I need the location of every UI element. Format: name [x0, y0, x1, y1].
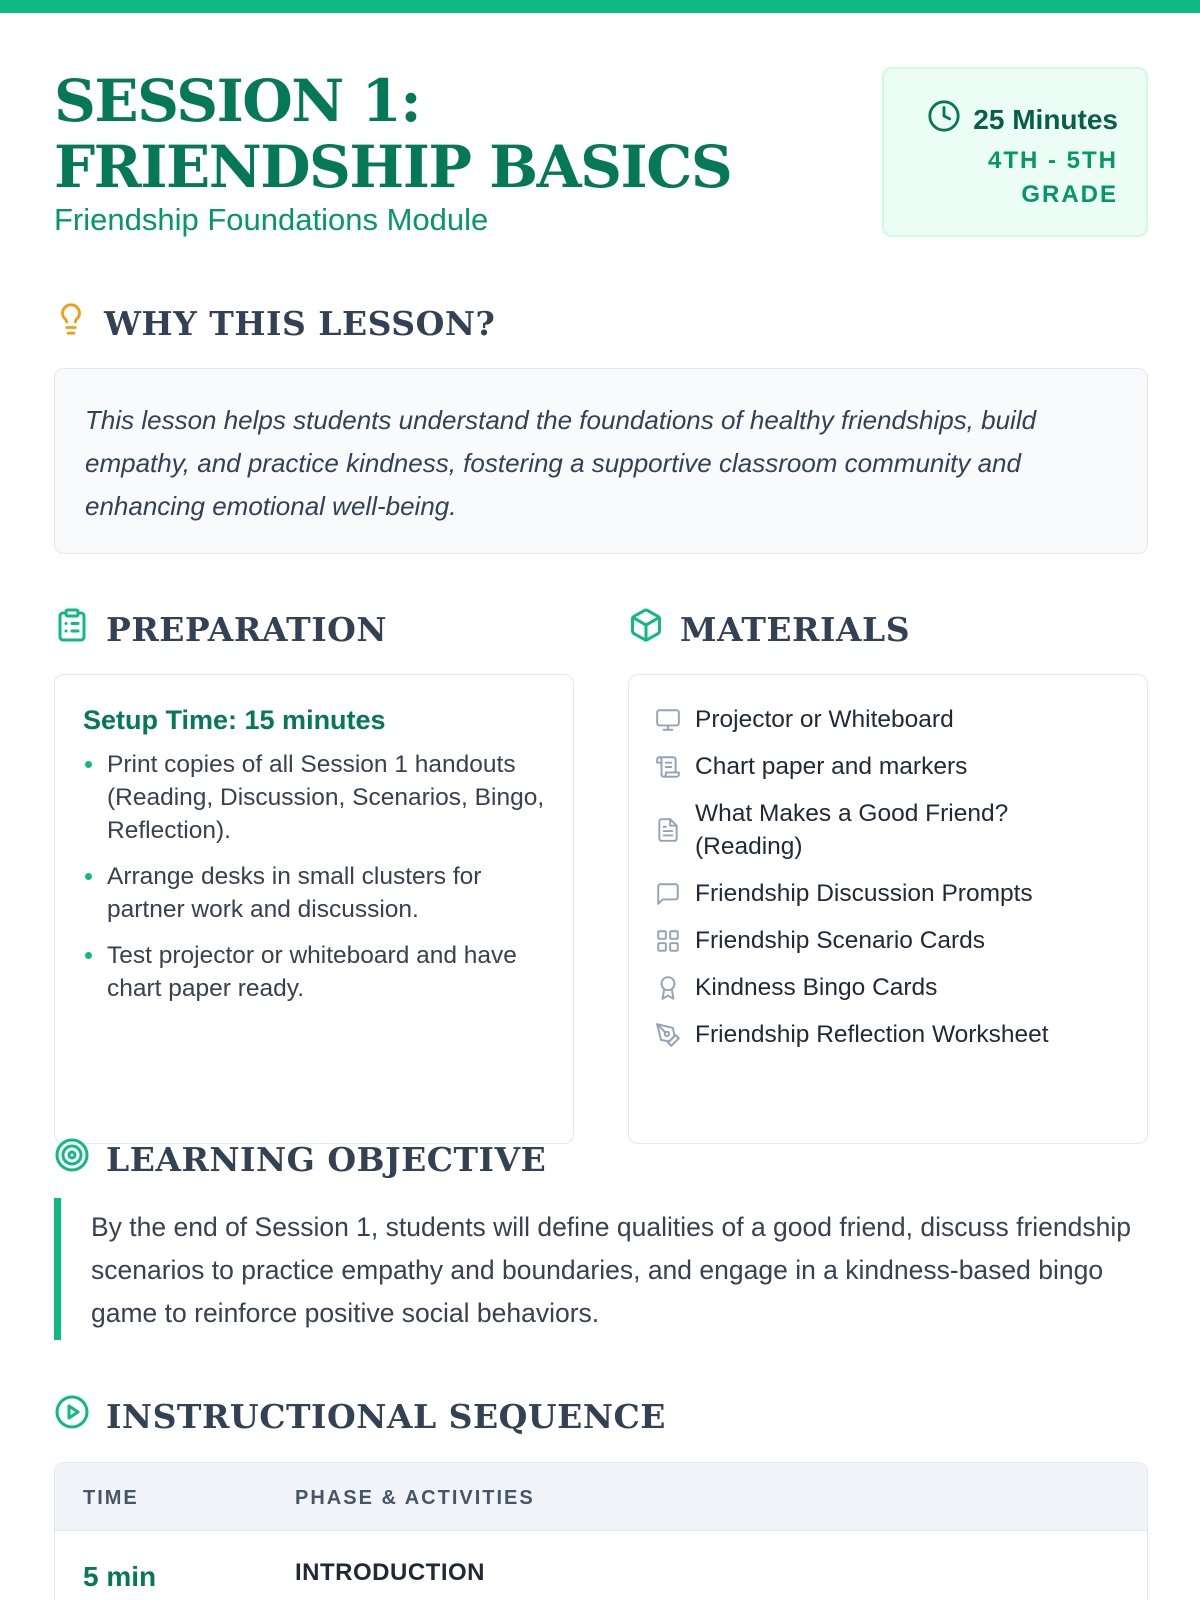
table-header	[55, 1463, 1147, 1531]
why-text: This lesson helps students understand the foundations of healthy friendships, build empathy, and practice kindness, fostering a supportive classroom community and enhancing emotional well-being.	[54, 368, 1148, 554]
award-icon	[655, 975, 681, 1001]
list-item	[655, 750, 1121, 783]
material-label: Kindness Bingo Cards	[695, 974, 938, 1001]
grid-icon	[655, 928, 681, 954]
list-item	[655, 971, 1121, 1004]
row-time: 5 min	[83, 1561, 157, 1592]
objective-heading-text: LEARNING OBJECTIVE	[106, 1139, 547, 1179]
preparation-card	[54, 674, 574, 1144]
duration-row	[927, 99, 1118, 140]
preparation-heading-text: PREPARATION	[106, 609, 388, 649]
lightbulb-icon	[54, 300, 88, 346]
column-header-time: TIME	[83, 1487, 139, 1509]
scroll-icon	[655, 754, 681, 780]
pen-tool-icon	[655, 1022, 681, 1048]
materials-heading	[628, 606, 910, 652]
page-title: SESSION 1: FRIENDSHIP BASICS	[54, 67, 732, 201]
material-label: Friendship Discussion Prompts	[695, 880, 1033, 907]
message-icon	[655, 881, 681, 907]
list-item	[655, 703, 1121, 736]
list-item: Test projector or whiteboard and have chart paper ready.	[83, 939, 545, 1005]
clock-icon	[927, 99, 961, 140]
top-accent-bar	[0, 0, 1200, 13]
sequence-heading	[54, 1393, 666, 1439]
lesson-meta-card	[882, 67, 1148, 237]
materials-heading-text: MATERIALS	[680, 609, 911, 649]
material-label: Friendship Scenario Cards	[695, 927, 986, 954]
preparation-list	[83, 748, 545, 1005]
material-label: Chart paper and markers	[695, 753, 968, 780]
list-item	[655, 924, 1121, 957]
list-item	[655, 877, 1121, 910]
row-phase: INTRODUCTION	[295, 1559, 485, 1586]
document-icon	[655, 817, 681, 843]
material-label: What Makes a Good Friend? (Reading)	[695, 800, 1009, 860]
clipboard-list-icon	[54, 606, 90, 652]
sequence-heading-text: INSTRUCTIONAL SEQUENCE	[106, 1396, 666, 1436]
objective-heading	[54, 1136, 546, 1182]
page-subtitle: Friendship Foundations Module	[54, 202, 489, 237]
table-row	[55, 1531, 1147, 1600]
preparation-heading	[54, 606, 387, 652]
list-item: Print copies of all Session 1 handouts (Reading, Discussion, Scenarios, Bingo, Reflection).	[83, 748, 545, 847]
target-icon	[54, 1136, 90, 1182]
why-heading	[54, 300, 495, 346]
materials-list	[655, 703, 1121, 1051]
material-label: Friendship Reflection Worksheet	[695, 1021, 1049, 1048]
monitor-icon	[655, 707, 681, 733]
box-icon	[628, 606, 664, 652]
setup-time: Setup Time: 15 minutes	[83, 705, 386, 735]
list-item	[655, 797, 1121, 863]
objective-text: By the end of Session 1, students will define qualities of a good friend, discuss friendship scenarios to practice empathy and boundaries, and engage in a kindness-based bingo game to reinforce positive social behaviors.	[54, 1198, 1148, 1340]
column-header-phase: PHASE & ACTIVITIES	[295, 1487, 535, 1509]
list-item: Arrange desks in small clusters for partner work and discussion.	[83, 860, 545, 926]
materials-card	[628, 674, 1148, 1144]
sequence-table	[54, 1462, 1148, 1600]
why-heading-text: WHY THIS LESSON?	[104, 303, 496, 343]
material-label: Projector or Whiteboard	[695, 706, 954, 733]
list-item	[655, 1018, 1121, 1051]
grade-label: 4TH - 5TH GRADE	[987, 147, 1118, 208]
play-circle-icon	[54, 1393, 90, 1439]
duration-label: 25 Minutes	[973, 103, 1118, 135]
